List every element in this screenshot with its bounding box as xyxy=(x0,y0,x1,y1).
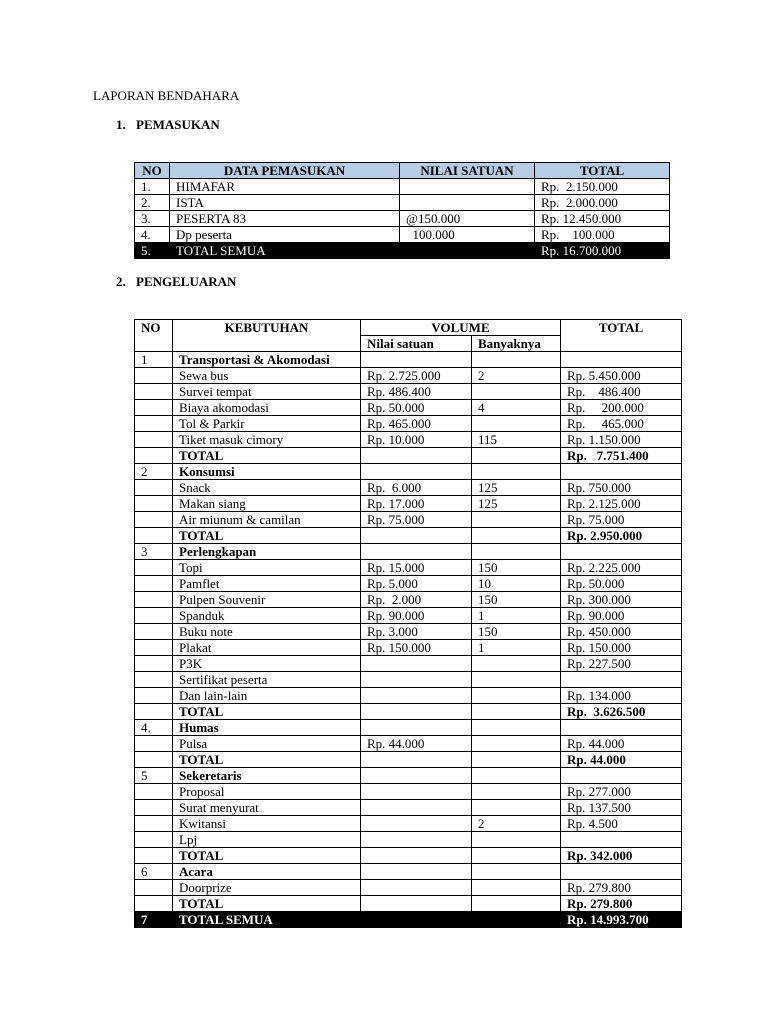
cell-total xyxy=(561,864,682,880)
header-no: NO xyxy=(135,163,170,179)
cell-banyaknya xyxy=(472,688,561,704)
cell-nilai-satuan: Rp. 75.000 xyxy=(361,512,472,528)
cell-total xyxy=(561,544,682,560)
cell-no: 3. xyxy=(135,211,170,227)
cell-kebutuhan: Doorprize xyxy=(173,880,361,896)
cell-total: Rp. 465.000 xyxy=(561,416,682,432)
cell-nilai-satuan: Rp. 17.000 xyxy=(361,496,472,512)
cell-kebutuhan: Makan siang xyxy=(173,496,361,512)
cell-banyaknya xyxy=(472,752,561,768)
cell-no xyxy=(135,896,173,912)
cell-nilai-satuan xyxy=(361,784,472,800)
cell-kebutuhan: Air miunum & camilan xyxy=(173,512,361,528)
cell-no xyxy=(135,832,173,848)
cell-nilai-satuan xyxy=(361,912,472,928)
cell-kebutuhan: Sewa bus xyxy=(173,368,361,384)
cell-total: Rp. 14.993.700 xyxy=(561,912,682,928)
table-row xyxy=(135,816,682,832)
table-header-row xyxy=(135,320,682,336)
cell-no xyxy=(135,576,173,592)
cell-kebutuhan: Sertifikat peserta xyxy=(173,672,361,688)
cell-nilai-satuan xyxy=(361,720,472,736)
cell-nilai-satuan xyxy=(361,448,472,464)
cell-total: Rp. 3.626.500 xyxy=(561,704,682,720)
cell-no xyxy=(135,688,173,704)
cell-kebutuhan: Konsumsi xyxy=(173,464,361,480)
cell-total: Rp. 450.000 xyxy=(561,624,682,640)
cell-kebutuhan: Snack xyxy=(173,480,361,496)
cell-nilai-satuan: Rp. 150.000 xyxy=(361,640,472,656)
cell-no: 1. xyxy=(135,179,170,195)
cell-nilai-satuan xyxy=(361,656,472,672)
cell-total: Rp. 12.450.000 xyxy=(535,211,670,227)
cell-total: Rp. 100.000 xyxy=(535,227,670,243)
cell-total: Rp. 277.000 xyxy=(561,784,682,800)
cell-no xyxy=(135,432,173,448)
cell-nilai: @150.000 xyxy=(400,211,535,227)
cell-nilai-satuan xyxy=(361,880,472,896)
cell-banyaknya: 125 xyxy=(472,480,561,496)
cell-banyaknya xyxy=(472,784,561,800)
cell-nilai xyxy=(400,243,535,259)
header-volume: VOLUME xyxy=(361,320,561,336)
cell-nilai-satuan xyxy=(361,864,472,880)
table-row xyxy=(135,576,682,592)
table-row xyxy=(135,195,670,211)
cell-no xyxy=(135,656,173,672)
subtotal-row xyxy=(135,848,682,864)
cell-total: Rp. 137.500 xyxy=(561,800,682,816)
cell-banyaknya xyxy=(472,656,561,672)
category-row xyxy=(135,544,682,560)
cell-no: 1 xyxy=(135,352,173,368)
cell-nilai-satuan xyxy=(361,688,472,704)
cell-nilai-satuan: Rp. 5.000 xyxy=(361,576,472,592)
cell-no xyxy=(135,512,173,528)
cell-nilai-satuan xyxy=(361,800,472,816)
table-row xyxy=(135,880,682,896)
cell-kebutuhan: Pulsa xyxy=(173,736,361,752)
cell-banyaknya xyxy=(472,704,561,720)
cell-banyaknya xyxy=(472,832,561,848)
table-row xyxy=(135,624,682,640)
cell-total: Rp. 227.500 xyxy=(561,656,682,672)
table-row xyxy=(135,400,682,416)
cell-nilai-satuan: Rp. 15.000 xyxy=(361,560,472,576)
section-title: PEMASUKAN xyxy=(136,117,220,132)
cell-banyaknya: 150 xyxy=(472,592,561,608)
table-row xyxy=(135,672,682,688)
cell-total: Rp. 1.150.000 xyxy=(561,432,682,448)
cell-total: Rp. 150.000 xyxy=(561,640,682,656)
header-nilai-satuan: NILAI SATUAN xyxy=(400,163,535,179)
cell-no xyxy=(135,640,173,656)
cell-no xyxy=(135,480,173,496)
cell-total: Rp. 200.000 xyxy=(561,400,682,416)
cell-nilai-satuan xyxy=(361,816,472,832)
cell-banyaknya xyxy=(472,912,561,928)
cell-no xyxy=(135,624,173,640)
cell-total: Rp. 50.000 xyxy=(561,576,682,592)
cell-banyaknya xyxy=(472,464,561,480)
table-row xyxy=(135,640,682,656)
pemasukan-table xyxy=(134,162,670,259)
cell-banyaknya: 2 xyxy=(472,816,561,832)
cell-data: PESERTA 83 xyxy=(170,211,400,227)
cell-kebutuhan: Tol & Parkir xyxy=(173,416,361,432)
cell-nilai xyxy=(400,195,535,211)
category-row xyxy=(135,352,682,368)
cell-data: HIMAFAR xyxy=(170,179,400,195)
cell-nilai-satuan xyxy=(361,672,472,688)
cell-nilai-satuan: Rp. 2.725.000 xyxy=(361,368,472,384)
cell-total: Rp. 16.700.000 xyxy=(535,243,670,259)
cell-total: Rp. 134.000 xyxy=(561,688,682,704)
cell-no xyxy=(135,704,173,720)
cell-data: Dp peserta xyxy=(170,227,400,243)
cell-banyaknya: 115 xyxy=(472,432,561,448)
table-row xyxy=(135,688,682,704)
cell-nilai-satuan: Rp. 2.000 xyxy=(361,592,472,608)
table-row xyxy=(135,736,682,752)
cell-nilai-satuan xyxy=(361,528,472,544)
cell-banyaknya xyxy=(472,864,561,880)
section-pemasukan-heading xyxy=(116,117,220,133)
cell-banyaknya xyxy=(472,736,561,752)
cell-kebutuhan: Tiket masuk cimory xyxy=(173,432,361,448)
table-row xyxy=(135,832,682,848)
table-row xyxy=(135,800,682,816)
cell-kebutuhan: TOTAL xyxy=(173,704,361,720)
cell-total: Rp. 2.950.000 xyxy=(561,528,682,544)
cell-kebutuhan: Biaya akomodasi xyxy=(173,400,361,416)
cell-total: Rp. 300.000 xyxy=(561,592,682,608)
cell-no: 5 xyxy=(135,768,173,784)
cell-kebutuhan: Lpj xyxy=(173,832,361,848)
section-number: 2. xyxy=(116,274,126,289)
cell-total: Rp. 2.125.000 xyxy=(561,496,682,512)
cell-kebutuhan: Spanduk xyxy=(173,608,361,624)
cell-banyaknya xyxy=(472,896,561,912)
cell-total: Rp. 7.751.400 xyxy=(561,448,682,464)
cell-no xyxy=(135,368,173,384)
subtotal-row xyxy=(135,448,682,464)
cell-kebutuhan: Pamflet xyxy=(173,576,361,592)
cell-no xyxy=(135,848,173,864)
cell-total: Rp. 2.225.000 xyxy=(561,560,682,576)
cell-no xyxy=(135,784,173,800)
cell-no: 4. xyxy=(135,227,170,243)
cell-nilai-satuan xyxy=(361,832,472,848)
cell-no xyxy=(135,752,173,768)
cell-no: 3 xyxy=(135,544,173,560)
cell-kebutuhan: Plakat xyxy=(173,640,361,656)
cell-nilai-satuan xyxy=(361,768,472,784)
cell-nilai-satuan: Rp. 50.000 xyxy=(361,400,472,416)
cell-total xyxy=(561,672,682,688)
subtotal-row xyxy=(135,896,682,912)
cell-banyaknya xyxy=(472,672,561,688)
cell-kebutuhan: TOTAL SEMUA xyxy=(173,912,361,928)
cell-nilai-satuan: Rp. 486.400 xyxy=(361,384,472,400)
cell-total: Rp. 2.150.000 xyxy=(535,179,670,195)
cell-total: Rp. 486.400 xyxy=(561,384,682,400)
cell-kebutuhan: Humas xyxy=(173,720,361,736)
section-pengeluaran-heading xyxy=(116,274,236,290)
cell-total xyxy=(561,768,682,784)
cell-banyaknya xyxy=(472,512,561,528)
table-row xyxy=(135,560,682,576)
cell-nilai-satuan: Rp. 44.000 xyxy=(361,736,472,752)
cell-kebutuhan: Pulpen Souvenir xyxy=(173,592,361,608)
cell-nilai-satuan: Rp. 465.000 xyxy=(361,416,472,432)
cell-kebutuhan: P3K xyxy=(173,656,361,672)
cell-banyaknya: 150 xyxy=(472,560,561,576)
cell-kebutuhan: Perlengkapan xyxy=(173,544,361,560)
cell-kebutuhan: Topi xyxy=(173,560,361,576)
cell-nilai-satuan: Rp. 10.000 xyxy=(361,432,472,448)
table-row xyxy=(135,496,682,512)
grand-total-row xyxy=(135,912,682,928)
cell-no xyxy=(135,384,173,400)
table-row xyxy=(135,512,682,528)
table-row xyxy=(135,368,682,384)
cell-total xyxy=(561,352,682,368)
subtotal-row xyxy=(135,704,682,720)
cell-nilai: 100.000 xyxy=(400,227,535,243)
cell-banyaknya: 10 xyxy=(472,576,561,592)
category-row xyxy=(135,464,682,480)
cell-kebutuhan: Survei tempat xyxy=(173,384,361,400)
header-banyaknya: Banyaknya xyxy=(472,336,561,352)
cell-no: 4. xyxy=(135,720,173,736)
cell-total: Rp. 5.450.000 xyxy=(561,368,682,384)
cell-total: Rp. 4.500 xyxy=(561,816,682,832)
cell-kebutuhan: Surat menyurat xyxy=(173,800,361,816)
cell-nilai-satuan: Rp. 3.000 xyxy=(361,624,472,640)
cell-total xyxy=(561,464,682,480)
subtotal-row xyxy=(135,752,682,768)
cell-no xyxy=(135,496,173,512)
cell-banyaknya xyxy=(472,880,561,896)
header-total: TOTAL xyxy=(535,163,670,179)
cell-total xyxy=(561,720,682,736)
cell-nilai-satuan xyxy=(361,464,472,480)
cell-banyaknya: 150 xyxy=(472,624,561,640)
cell-no: 6 xyxy=(135,864,173,880)
cell-banyaknya xyxy=(472,384,561,400)
cell-banyaknya xyxy=(472,416,561,432)
cell-banyaknya xyxy=(472,768,561,784)
table-row xyxy=(135,480,682,496)
category-row xyxy=(135,768,682,784)
cell-nilai-satuan: Rp. 90.000 xyxy=(361,608,472,624)
cell-kebutuhan: TOTAL xyxy=(173,752,361,768)
table-row xyxy=(135,211,670,227)
cell-data: ISTA xyxy=(170,195,400,211)
table-row xyxy=(135,656,682,672)
header-nilai-satuan: Nilai satuan xyxy=(361,336,472,352)
category-row xyxy=(135,720,682,736)
cell-kebutuhan: Kwitansi xyxy=(173,816,361,832)
subtotal-row xyxy=(135,528,682,544)
cell-total: Rp. 279.800 xyxy=(561,896,682,912)
cell-no xyxy=(135,880,173,896)
cell-total: Rp. 44.000 xyxy=(561,752,682,768)
cell-no xyxy=(135,736,173,752)
cell-data: TOTAL SEMUA xyxy=(170,243,400,259)
cell-nilai-satuan xyxy=(361,752,472,768)
cell-total: Rp. 342.000 xyxy=(561,848,682,864)
cell-banyaknya: 2 xyxy=(472,368,561,384)
cell-kebutuhan: Proposal xyxy=(173,784,361,800)
cell-banyaknya xyxy=(472,528,561,544)
table-row xyxy=(135,592,682,608)
cell-kebutuhan: Dan lain-lain xyxy=(173,688,361,704)
cell-banyaknya xyxy=(472,448,561,464)
cell-no xyxy=(135,448,173,464)
table-header-row xyxy=(135,163,670,179)
cell-total: Rp. 750.000 xyxy=(561,480,682,496)
header-total: TOTAL xyxy=(561,320,682,352)
cell-no: 2. xyxy=(135,195,170,211)
table-row xyxy=(135,432,682,448)
cell-no xyxy=(135,560,173,576)
cell-total: Rp. 90.000 xyxy=(561,608,682,624)
cell-no xyxy=(135,400,173,416)
header-kebutuhan: KEBUTUHAN xyxy=(173,320,361,352)
table-row xyxy=(135,608,682,624)
header-data-pemasukan: DATA PEMASUKAN xyxy=(170,163,400,179)
table-row xyxy=(135,384,682,400)
cell-no xyxy=(135,608,173,624)
cell-banyaknya xyxy=(472,800,561,816)
cell-total: Rp. 44.000 xyxy=(561,736,682,752)
cell-kebutuhan: Buku note xyxy=(173,624,361,640)
total-row xyxy=(135,243,670,259)
cell-no xyxy=(135,528,173,544)
cell-no xyxy=(135,672,173,688)
cell-total xyxy=(561,832,682,848)
cell-no xyxy=(135,592,173,608)
cell-total: Rp. 2.000.000 xyxy=(535,195,670,211)
cell-kebutuhan: TOTAL xyxy=(173,448,361,464)
cell-banyaknya xyxy=(472,544,561,560)
cell-banyaknya xyxy=(472,720,561,736)
cell-nilai-satuan: Rp. 6.000 xyxy=(361,480,472,496)
cell-banyaknya: 1 xyxy=(472,608,561,624)
report-title: LAPORAN BENDAHARA xyxy=(93,88,240,103)
pengeluaran-table xyxy=(134,319,682,928)
cell-banyaknya: 4 xyxy=(472,400,561,416)
cell-nilai-satuan xyxy=(361,704,472,720)
cell-no: 2 xyxy=(135,464,173,480)
cell-banyaknya xyxy=(472,352,561,368)
cell-kebutuhan: TOTAL xyxy=(173,528,361,544)
table-row xyxy=(135,179,670,195)
cell-no: 7 xyxy=(135,912,173,928)
section-title: PENGELUARAN xyxy=(136,274,237,289)
cell-nilai-satuan xyxy=(361,896,472,912)
header-no: NO xyxy=(135,320,173,352)
cell-kebutuhan: TOTAL xyxy=(173,896,361,912)
cell-banyaknya: 1 xyxy=(472,640,561,656)
section-number: 1. xyxy=(116,117,126,132)
cell-no xyxy=(135,416,173,432)
cell-nilai-satuan xyxy=(361,848,472,864)
cell-banyaknya: 125 xyxy=(472,496,561,512)
table-row xyxy=(135,227,670,243)
category-row xyxy=(135,864,682,880)
cell-total: Rp. 75.000 xyxy=(561,512,682,528)
cell-nilai-satuan xyxy=(361,352,472,368)
cell-kebutuhan: Sekeretaris xyxy=(173,768,361,784)
cell-nilai xyxy=(400,179,535,195)
cell-nilai-satuan xyxy=(361,544,472,560)
cell-kebutuhan: Transportasi & Akomodasi xyxy=(173,352,361,368)
cell-no: 5. xyxy=(135,243,170,259)
table-row xyxy=(135,416,682,432)
cell-no xyxy=(135,816,173,832)
cell-kebutuhan: TOTAL xyxy=(173,848,361,864)
cell-kebutuhan: Acara xyxy=(173,864,361,880)
cell-no xyxy=(135,800,173,816)
table-row xyxy=(135,784,682,800)
cell-banyaknya xyxy=(472,848,561,864)
cell-total: Rp. 279.800 xyxy=(561,880,682,896)
